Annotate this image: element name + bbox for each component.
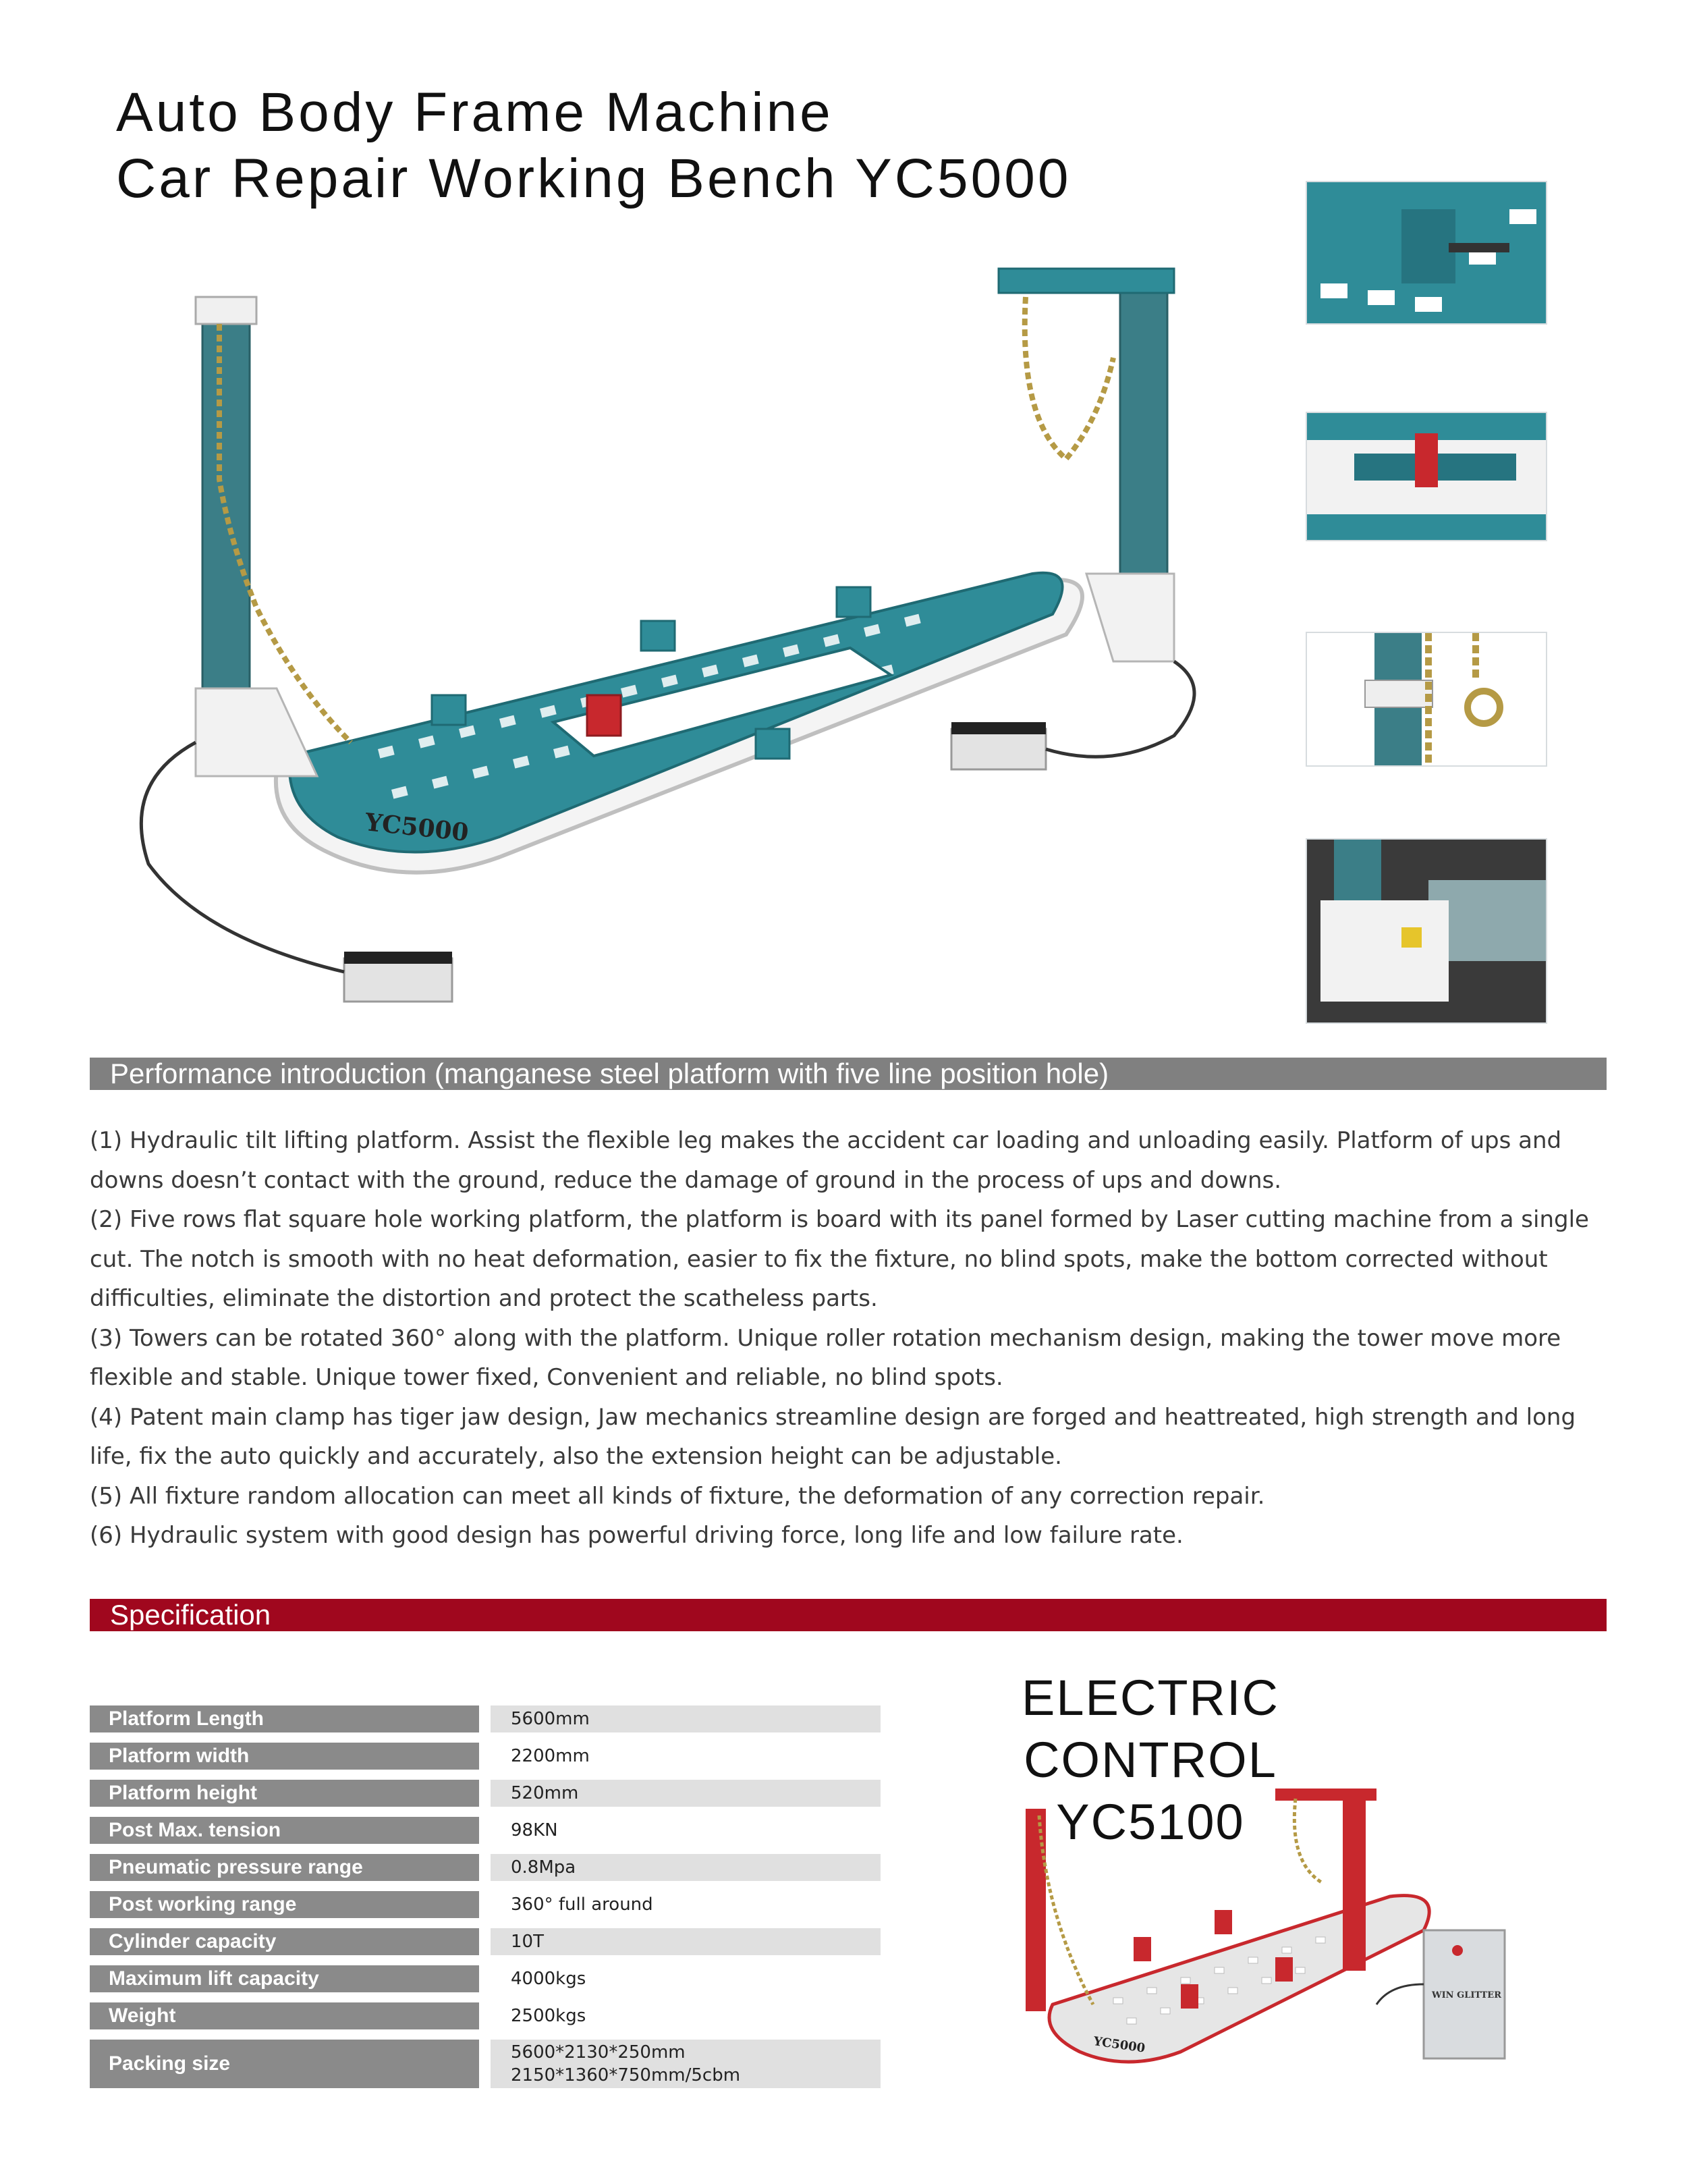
- yc5100-bench-label: YC5000: [1092, 2034, 1146, 2056]
- spec-label: Post working range: [90, 1891, 479, 1918]
- spec-row: [90, 1701, 881, 1738]
- chain-hook-detail-icon: [1307, 633, 1547, 767]
- frame-machine-illustration: [121, 256, 1228, 1039]
- spec-value: 0.8Mpa: [491, 1854, 881, 1881]
- page-title: [116, 80, 1071, 212]
- cabinet-label: WIN GLITTER: [1432, 1990, 1502, 2000]
- spec-label: Weight: [90, 2002, 479, 2029]
- clamp-detail-icon: [1307, 182, 1547, 325]
- spec-label: Post Max. tension: [90, 1817, 479, 1844]
- spec-value: 4000kgs: [511, 1969, 586, 1989]
- spec-label: Cylinder capacity: [90, 1928, 479, 1955]
- title-line-1: Auto Body Frame Machine: [116, 82, 833, 143]
- spec-row: [90, 1886, 881, 1923]
- spec-value-line-1: 5600*2130*250mm: [511, 2042, 686, 2063]
- spec-value: 520mm: [491, 1780, 881, 1807]
- intro-item-2: (2) Five rows flat square hole working platform, the platform is board with its panel formed by Laser cutting machine from a single cut. The notch is smooth with no heat deformation, easier to fix the fixture, no blind spots, make the bottom corrected without difficulties, eliminate the distortion and protect the scatheless parts.: [90, 1206, 1589, 1312]
- spec-row: [90, 1923, 881, 1961]
- spec-value: 5600mm: [491, 1705, 881, 1732]
- spec-value: 2200mm: [511, 1746, 590, 1766]
- spec-label: Platform height: [90, 1780, 479, 1807]
- spec-label: Pneumatic pressure range: [90, 1854, 479, 1881]
- spec-value: 10T: [491, 1928, 881, 1955]
- yc5100-illustration: [1012, 1782, 1552, 2092]
- yc5100-product-image: [1012, 1782, 1552, 2092]
- electric-control-line-2: YC5100: [1056, 1794, 1245, 1850]
- spec-value: 360° full around: [511, 1894, 653, 1915]
- clamp-detail-photo: [1306, 181, 1547, 325]
- spec-label: Platform Length: [90, 1705, 479, 1732]
- spec-value: 98KN: [511, 1820, 558, 1840]
- bench-label: YC5000: [364, 808, 470, 848]
- chain-hook-detail-photo: [1306, 632, 1547, 767]
- intro-item-4: (4) Patent main clamp has tiger jaw design, Jaw mechanics streamline design are forged and heattreated, high strength and long life, fix the auto quickly and accurately, also the extension height can be adjustable.: [90, 1403, 1576, 1470]
- cylinder-detail-photo: [1306, 412, 1547, 541]
- spec-row: [90, 1849, 881, 1886]
- intro-item-3: (3) Towers can be rotated 360° along with the platform. Unique roller rotation mechanism design, making the tower move more flexible and stable. Unique tower fixed, Convenient and reliable, no blind spots.: [90, 1324, 1561, 1391]
- spec-label: Maximum lift capacity: [90, 1965, 479, 1992]
- performance-section-bar: Performance introduction (manganese steel platform with five line position hole): [90, 1058, 1607, 1090]
- title-line-2: Car Repair Working Bench YC5000: [116, 148, 1072, 209]
- spec-value: [491, 2040, 881, 2088]
- spec-value-line-2: 2150*1360*750mm/5cbm: [511, 2065, 741, 2085]
- spec-row: [90, 1775, 881, 1812]
- cylinder-detail-icon: [1307, 413, 1547, 541]
- spec-label: Platform width: [90, 1743, 479, 1770]
- intro-item-5: (5) All fixture random allocation can meet all kinds of fixture, the deformation of any correction repair.: [90, 1482, 1265, 1510]
- intro-item-1: (1) Hydraulic tilt lifting platform. Assist the flexible leg makes the accident car loading and unloading easily. Platform of ups and downs doesn’t contact with the ground, reduce the damage of ground in the process of ups and downs.: [90, 1127, 1562, 1194]
- spec-label: Packing size: [90, 2040, 479, 2088]
- intro-item-6: (6) Hydraulic system with good design has powerful driving force, long life and low failure rate.: [90, 1522, 1184, 1549]
- main-product-image: [121, 256, 1228, 1039]
- specification-section-bar: Specification: [90, 1599, 1607, 1631]
- electric-control-line-1: ELECTRIC CONTROL: [1022, 1670, 1279, 1788]
- tower-base-detail-icon: [1307, 840, 1547, 1024]
- tower-base-detail-photo: [1306, 838, 1547, 1024]
- spec-row: [90, 2035, 881, 2092]
- spec-row: [90, 1738, 881, 1775]
- spec-table: [90, 1701, 881, 2092]
- spec-value: 2500kgs: [511, 2006, 586, 2026]
- performance-intro: [90, 1121, 1608, 1556]
- spec-row: [90, 1812, 881, 1849]
- spec-row: [90, 1961, 881, 1998]
- spec-row: [90, 1998, 881, 2035]
